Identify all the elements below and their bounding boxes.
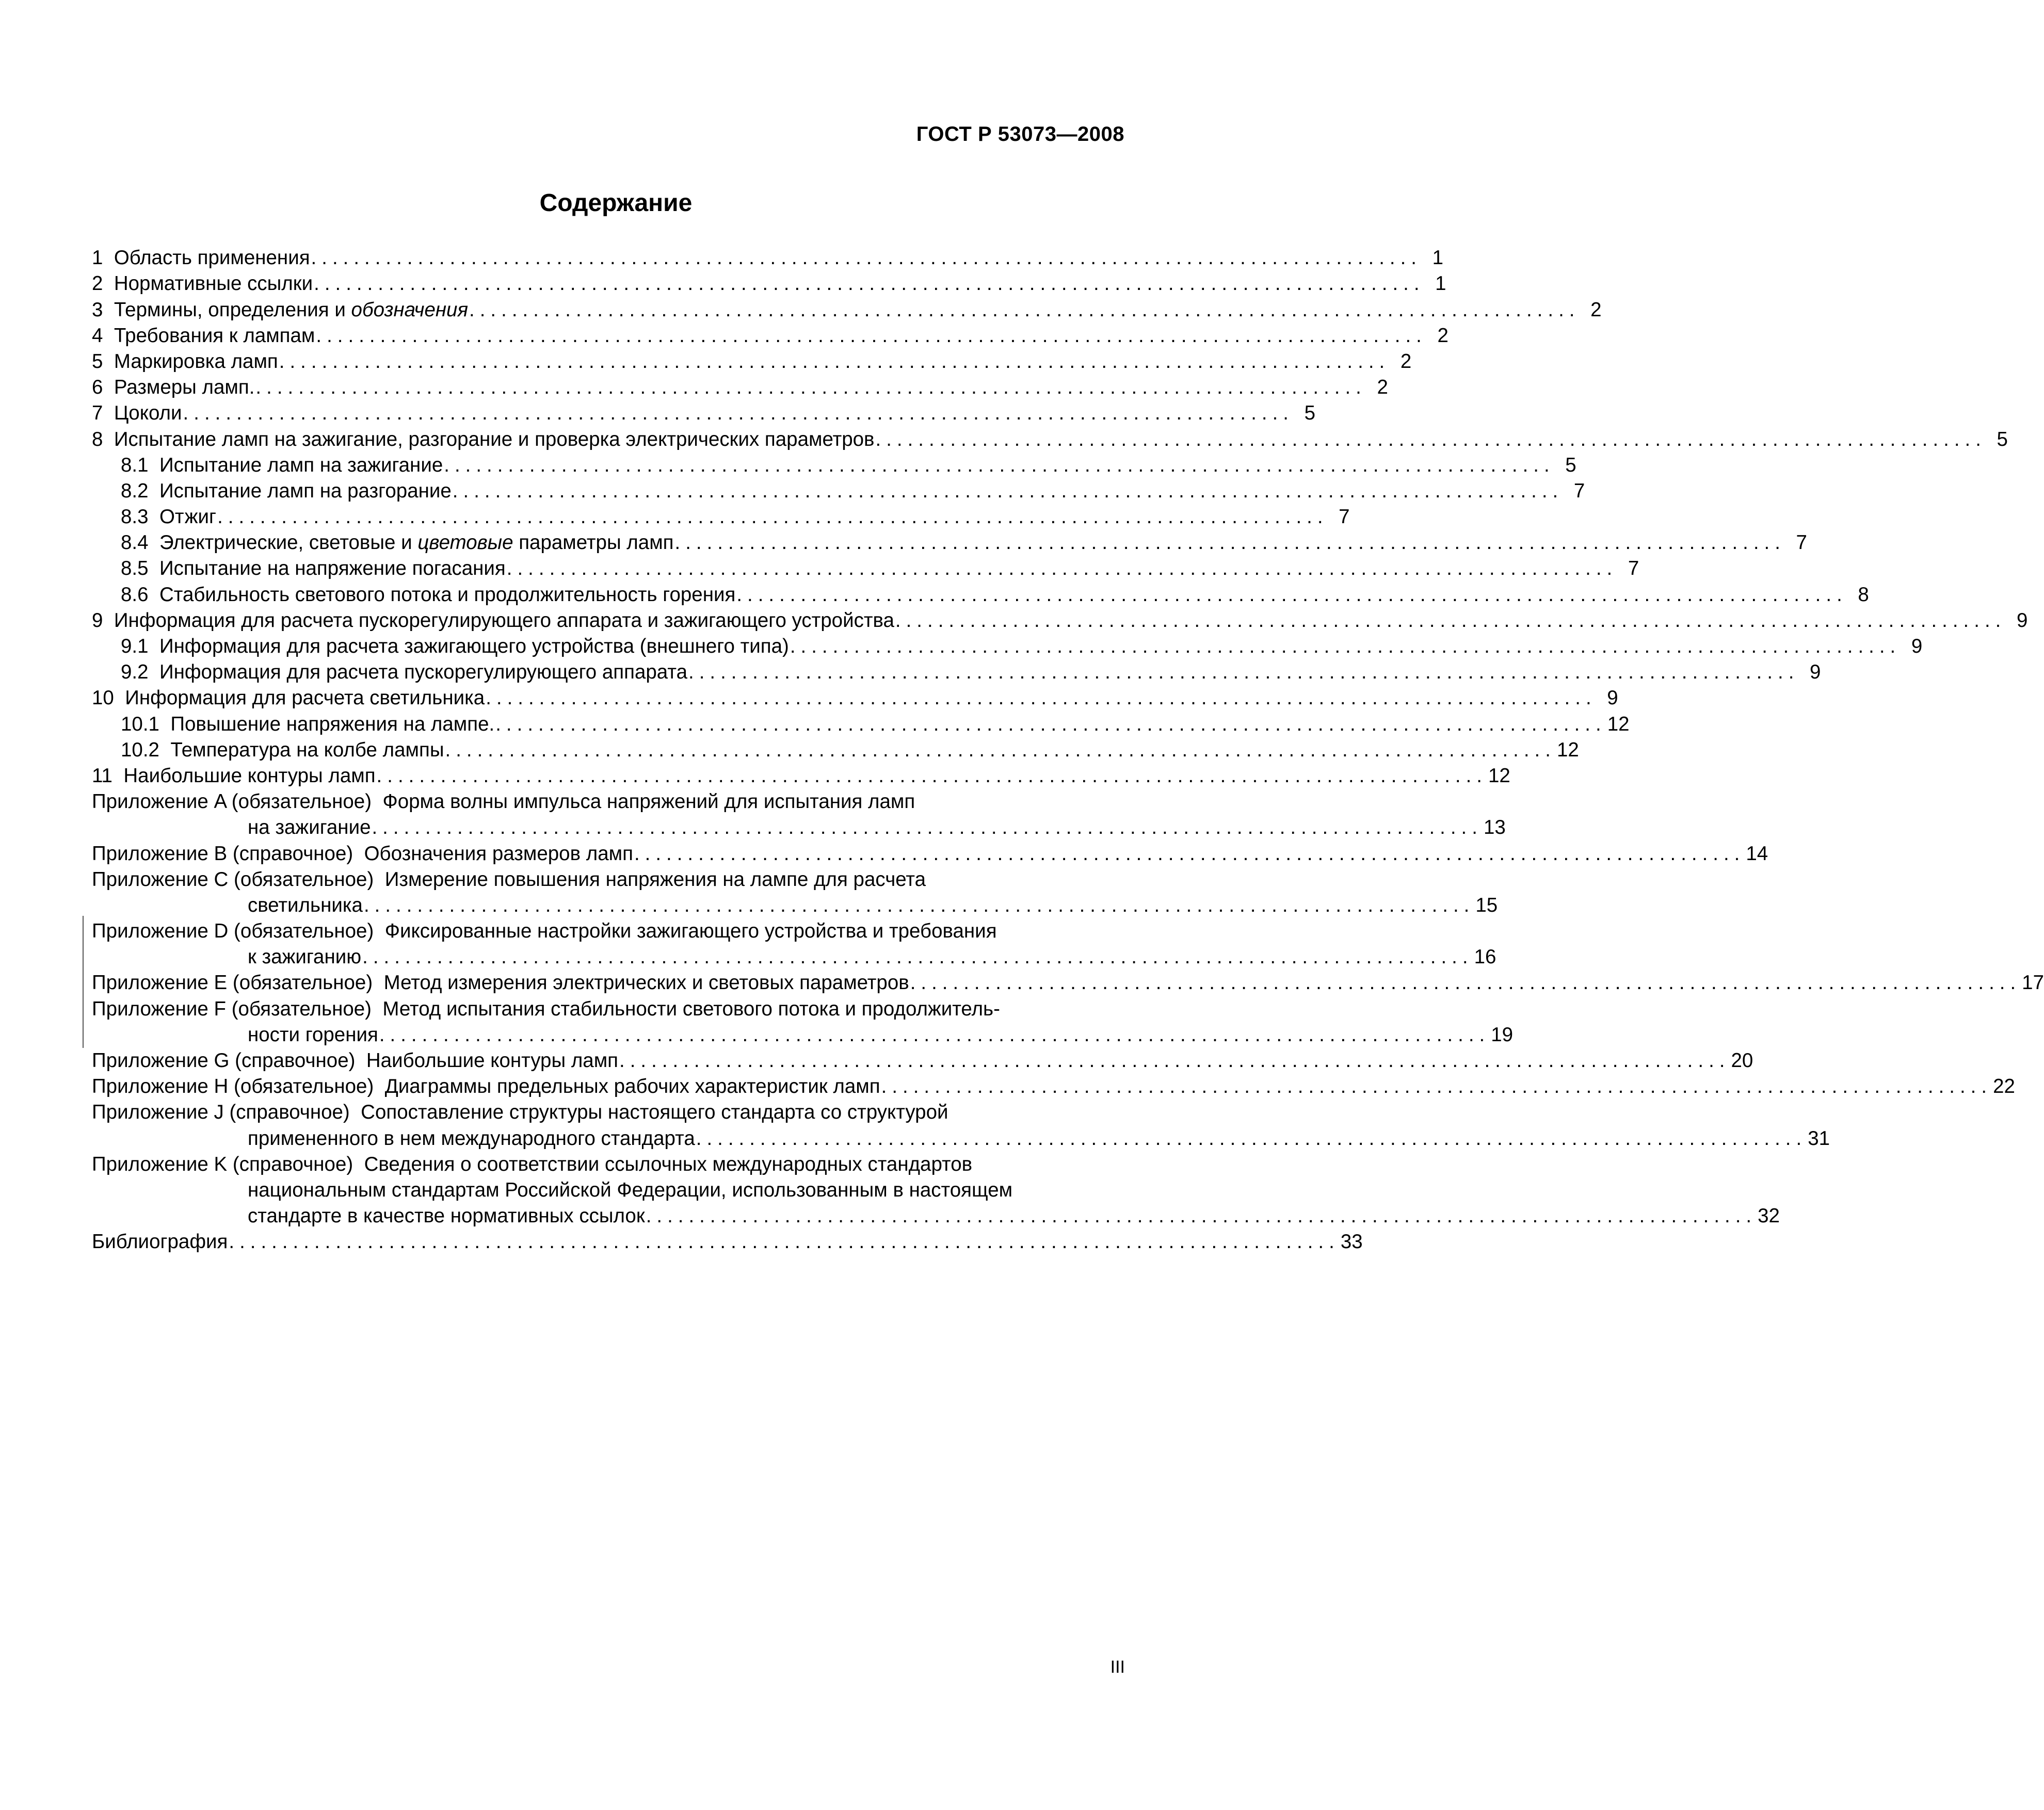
toc-title-part: параметры ламп [513, 531, 674, 554]
annex-entry-b[interactable] [92, 841, 1768, 866]
dot-leader: ........................................................................................................ [506, 557, 1618, 580]
dot-leader: ........................................................................................................ [217, 506, 1328, 528]
toc-page: 5 [1565, 454, 1576, 476]
toc-entry[interactable] [92, 504, 1350, 530]
annex-entry-c[interactable] [92, 867, 1134, 893]
toc-title: Наибольшие контуры ламп [123, 764, 376, 787]
toc-page: 12 [1556, 738, 1579, 761]
toc-title: Информация для расчета светильника [125, 687, 485, 709]
annex-label: Приложение C (обязательное) [92, 868, 374, 891]
dot-leader: ........................................................................................................ [444, 454, 1555, 476]
toc-title: Информация для расчета зажигающего устройства (внешнего типа) [159, 635, 789, 657]
dot-leader: ........................................................................................................ [311, 247, 1422, 269]
annex-title: национальным стандартам Российской Федерации, использованным в настоящем [248, 1178, 1013, 1201]
toc-page: 22 [1993, 1075, 2015, 1098]
toc-entry[interactable] [92, 297, 1602, 322]
toc-entry[interactable] [92, 634, 1923, 659]
toc-entry[interactable] [92, 608, 2028, 634]
toc-entry[interactable] [92, 271, 1446, 297]
toc-page: 14 [1746, 842, 1768, 865]
toc-title: Информация для расчета пускорегулирующего аппарата [159, 661, 687, 684]
toc-number: 9.1 [121, 635, 149, 657]
toc-number: 8.4 [121, 531, 149, 554]
annex-title: Сведения о соответствии ссылочных международных стандартов [364, 1153, 973, 1175]
toc-number: 7 [92, 402, 103, 425]
toc-entry[interactable] [92, 530, 1807, 556]
annex-entry-a[interactable] [92, 789, 1134, 815]
toc-title: Стабильность светового потока и продолжительность горения [159, 583, 736, 606]
dot-leader: ........................................................................................................ [881, 1075, 1992, 1098]
toc-title-italic: обозначения [351, 298, 469, 321]
dot-leader: ........................................................................................................ [376, 764, 1487, 787]
annex-title: примененного в нем международного стандарта [248, 1127, 695, 1150]
annex-entry-f[interactable] [92, 996, 1134, 1022]
annex-entry-g[interactable] [92, 1048, 1753, 1074]
toc-page: 1 [1432, 247, 1443, 269]
annex-entry-j-cont[interactable] [92, 1125, 1830, 1151]
annex-label: Приложение K (справочное) [92, 1153, 353, 1175]
dot-leader: ........................................................................................................ [379, 1023, 1490, 1046]
dot-leader: ........................................................................................................ [452, 479, 1564, 502]
annex-entry-f-cont[interactable] [92, 1022, 1514, 1048]
dot-leader: ........................................................................................................ [619, 1049, 1730, 1072]
toc-entry[interactable] [92, 556, 1639, 581]
toc-page: 9 [1607, 687, 1618, 709]
toc-number: 9.2 [121, 661, 149, 684]
toc-page: 12 [1488, 764, 1510, 787]
toc-title: Информация для расчета пускорегулирующего аппарата и зажигающего устройства [114, 609, 894, 632]
dot-leader: ........................................................................................................ [486, 687, 1597, 709]
toc-title: Требования к лампам [114, 324, 315, 347]
document-number: ГОСТ Р 53073—2008 [916, 123, 1124, 146]
dot-leader: ........................................................................................................ [875, 428, 1986, 450]
annex-label: Приложение G (справочное) [92, 1049, 356, 1072]
toc-page: 2 [1377, 376, 1388, 399]
toc-page: 9 [2016, 609, 2028, 632]
toc-page: 2 [1437, 324, 1448, 347]
annex-label: Приложение H (обязательное) [92, 1075, 374, 1098]
annex-title: Наибольшие контуры ламп [366, 1049, 619, 1072]
annex-label: Приложение F (обязательное) [92, 997, 372, 1020]
dot-leader: ........................................................................................................ [363, 894, 1475, 916]
annex-entry-d[interactable] [92, 918, 1134, 944]
toc-title: Испытание ламп на зажигание [159, 454, 443, 476]
dot-leader: ........................................................................................................ [495, 713, 1606, 735]
toc-number: 10 [92, 687, 114, 709]
toc-title: Испытание на напряжение погасания [159, 557, 506, 580]
toc-page: 5 [1997, 428, 2008, 450]
toc-title: Цоколи [114, 402, 182, 425]
bibliography-title: Библиография [92, 1231, 228, 1253]
toc-number: 8.5 [121, 557, 149, 580]
toc-entry[interactable] [92, 711, 1630, 737]
toc-title: Температура на колбе лампы [170, 738, 444, 761]
bibliography-entry[interactable] [92, 1229, 1363, 1255]
toc-title: Размеры ламп. [114, 376, 255, 399]
dot-leader: ........................................................................................................ [688, 661, 1799, 684]
toc-page: 32 [1758, 1205, 1780, 1227]
toc-entry[interactable] [92, 478, 1585, 504]
toc-entry[interactable] [92, 323, 1448, 349]
dot-leader: ........................................................................................................ [469, 298, 1580, 321]
toc-number: 3 [92, 298, 103, 321]
annex-title: Фиксированные настройки зажигающего устройства и требования [384, 920, 997, 943]
dot-leader: ........................................................................................................ [183, 402, 1294, 425]
toc-number: 5 [92, 350, 103, 373]
toc-page: 7 [1573, 479, 1585, 502]
dot-leader: ........................................................................................................ [696, 1127, 1807, 1150]
toc-title-part: Электрические, световые и [159, 531, 418, 554]
annex-label: Приложение D (обязательное) [92, 920, 374, 943]
toc-title: Испытание ламп на зажигание, разгорание и проверка электрических параметров [114, 428, 875, 450]
annex-title: на зажигание [248, 816, 371, 839]
toc-number: 8.1 [121, 454, 149, 476]
toc-page: 17 [2022, 972, 2044, 994]
toc-page: 9 [1911, 635, 1923, 657]
toc-entry[interactable] [92, 426, 2008, 452]
toc-page: 12 [1607, 713, 1630, 735]
toc-number: 2 [92, 272, 103, 295]
annex-title: к зажиганию [248, 946, 362, 968]
dot-leader: ........................................................................................................ [634, 842, 1745, 865]
dot-leader: ........................................................................................................ [910, 972, 2021, 994]
toc-page: 16 [1474, 946, 1496, 968]
annex-label: Приложение A (обязательное) [92, 790, 372, 813]
revision-change-bar [83, 916, 84, 1048]
dot-leader: ........................................................................................................ [736, 583, 1847, 606]
toc-title-italic: цветовые [417, 531, 513, 554]
toc-number: 8 [92, 428, 103, 450]
annex-entry-a-cont[interactable] [92, 815, 1506, 841]
toc-number: 6 [92, 376, 103, 399]
toc-title: Нормативные ссылки [114, 272, 313, 295]
toc-page: 2 [1400, 350, 1412, 373]
toc-page: 7 [1339, 506, 1350, 528]
toc-number: 10.1 [121, 713, 159, 735]
toc-entry[interactable] [92, 763, 1510, 789]
annex-title: Метод испытания стабильности светового потока и продолжитель- [382, 997, 1000, 1020]
toc-title [159, 530, 674, 556]
toc-number: 10.2 [121, 738, 159, 761]
toc-entry[interactable] [92, 349, 1412, 375]
toc-page: 7 [1628, 557, 1639, 580]
dot-leader: ........................................................................................................ [895, 609, 2006, 632]
toc-page: 33 [1340, 1231, 1363, 1253]
annex-title: стандарте в качестве нормативных ссылок [248, 1205, 645, 1227]
toc-page: 5 [1304, 402, 1315, 425]
toc-page: 15 [1475, 894, 1498, 916]
annex-title: Диаграммы предельных рабочих характеристик ламп [384, 1075, 880, 1098]
annex-title: ности горения [248, 1023, 378, 1046]
annex-entry-h[interactable] [92, 1074, 2015, 1100]
annex-entry-e[interactable] [92, 970, 2044, 996]
toc-page: 1 [1435, 272, 1446, 295]
toc-entry[interactable] [92, 400, 1315, 426]
dot-leader: ........................................................................................................ [445, 738, 1556, 761]
toc-page: 9 [1810, 661, 1821, 684]
toc-entry[interactable] [92, 737, 1579, 763]
toc-page: 19 [1491, 1023, 1514, 1046]
dot-leader: ........................................................................................................ [362, 946, 1473, 968]
toc-number: 4 [92, 324, 103, 347]
toc-title: Испытание ламп на разгорание [159, 479, 452, 502]
annex-entry-k[interactable] [92, 1152, 1134, 1177]
toc-page: 2 [1590, 298, 1602, 321]
annex-title: Метод измерения электрических и световых параметров [383, 972, 909, 994]
page-title: Содержание [539, 189, 693, 217]
toc-title [114, 297, 468, 323]
toc-entry[interactable] [92, 659, 1821, 685]
toc-page: 7 [1796, 531, 1807, 554]
dot-leader: ........................................................................................................ [372, 816, 1483, 839]
toc-entry[interactable] [92, 453, 1576, 478]
toc-page: 20 [1731, 1049, 1753, 1072]
table-of-contents [92, 245, 2044, 1255]
annex-entry-c-cont[interactable] [92, 893, 1498, 918]
toc-page: 8 [1858, 583, 1869, 606]
toc-page: 31 [1808, 1127, 1830, 1150]
dot-leader: ........................................................................................................ [229, 1231, 1340, 1253]
toc-title: Отжиг [159, 506, 217, 528]
toc-number: 8.3 [121, 506, 149, 528]
page-number: III [1110, 1657, 1125, 1677]
dot-leader: ........................................................................................................ [279, 350, 1390, 373]
toc-entry[interactable] [92, 375, 1388, 400]
toc-entry[interactable] [92, 685, 1618, 711]
dot-leader: ........................................................................................................ [674, 531, 1785, 554]
toc-title: Повышение напряжения на лампе. [170, 713, 495, 735]
annex-entry-d-cont[interactable] [92, 944, 1496, 970]
toc-title: Область применения [114, 247, 310, 269]
toc-number: 1 [92, 247, 103, 269]
toc-page: 13 [1483, 816, 1506, 839]
annex-label: Приложение B (справочное) [92, 842, 353, 865]
toc-number: 8.6 [121, 583, 149, 606]
annex-entry-j[interactable] [92, 1100, 1134, 1125]
annex-entry-k-cont[interactable] [92, 1177, 1134, 1203]
annex-label: Приложение J (справочное) [92, 1101, 350, 1124]
annex-title: Форма волны импульса напряжений для испытания ламп [382, 790, 915, 813]
toc-number: 11 [92, 764, 112, 787]
toc-title-part: Термины, определения и [114, 298, 351, 321]
toc-title: Маркировка ламп [114, 350, 278, 373]
annex-label: Приложение E (обязательное) [92, 972, 373, 994]
toc-entry[interactable] [92, 245, 1443, 271]
annex-title: Сопоставление структуры настоящего стандарта со структурой [361, 1101, 948, 1124]
toc-number: 9 [92, 609, 103, 632]
dot-leader: ........................................................................................................ [255, 376, 1366, 399]
dot-leader: ........................................................................................................ [790, 635, 1901, 657]
annex-title: светильника [248, 894, 363, 916]
dot-leader: ........................................................................................................ [314, 272, 1425, 295]
toc-number: 8.2 [121, 479, 149, 502]
annex-entry-k-cont[interactable] [92, 1203, 1780, 1229]
dot-leader: ........................................................................................................ [316, 324, 1427, 347]
annex-title: Обозначения размеров ламп [364, 842, 633, 865]
dot-leader: ........................................................................................................ [646, 1205, 1757, 1227]
toc-entry[interactable] [92, 581, 1869, 607]
annex-title: Измерение повышения напряжения на лампе для расчета [384, 868, 926, 891]
